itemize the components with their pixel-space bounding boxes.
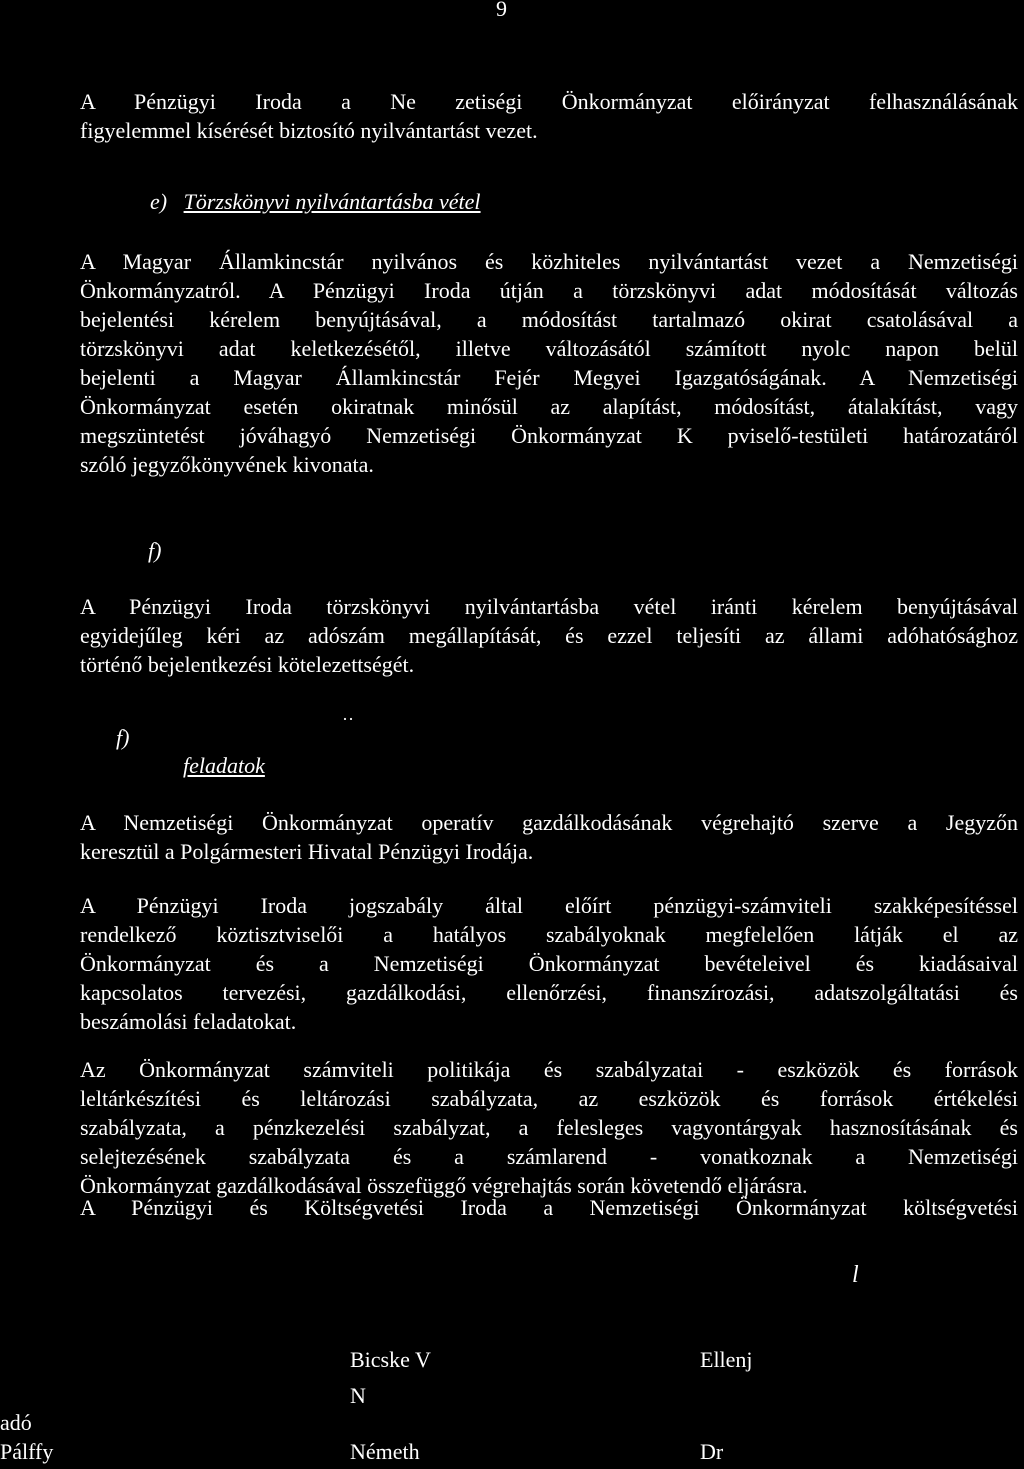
signature-col3-name: Dr — [700, 1439, 724, 1464]
paragraph-2-line-5: bejelenti a Magyar Államkincstár Fejér Megyei Igazgatóságának. A Nemzetiségi — [80, 365, 1018, 390]
signature-col2-name: Németh — [350, 1439, 420, 1464]
signature-left-line1: adó — [0, 1410, 32, 1435]
paragraph-5-line-2: rendelkező köztisztviselői a hatályos szabályoknak megfelelően látják el az — [80, 922, 1018, 947]
paragraph-2-line-7: megszüntetést jóváhagyó Nemzetiségi Önkormányzat K pviselő-testületi határozatáról — [80, 423, 1018, 448]
paragraph-2-line-3: bejelentési kérelem benyújtásával, a módosítást tartalmazó okirat csatolásával a — [80, 307, 1018, 332]
paragraph-7 — [80, 1193, 1018, 1222]
section-heading-e — [150, 187, 481, 216]
section-heading-f-2-prefix: f) — [116, 725, 130, 750]
section-heading-e-prefix: e) — [150, 189, 168, 214]
paragraph-1-line-1: A Pénzügyi Iroda a Ne zetiségi Önkormányzat előirányzat felhasználásának — [80, 89, 1018, 114]
paragraph-6 — [80, 1055, 1018, 1200]
paragraph-6-line-4: selejtezésének szabályzata és a számlarend - vonatkoznak a Nemzetiségi — [80, 1144, 1018, 1169]
section-heading-e-title: Törzskönyvi nyilvántartásba vétel — [183, 189, 481, 214]
paragraph-5-line-4: kapcsolatos tervezési, gazdálkodási, ellenőrzési, finanszírozási, adatszolgáltatási és — [80, 980, 1018, 1005]
signature-col2-line1: Bicske V — [350, 1347, 431, 1372]
paragraph-4-line-1: A Nemzetiségi Önkormányzat operatív gazdálkodásának végrehajtó szerve a Jegyzőn — [80, 810, 1018, 835]
paragraph-6-line-1: Az Önkormányzat számviteli politikája és szabályzatai - eszközök és források — [80, 1057, 1018, 1082]
section-heading-f-1-prefix: f) — [148, 538, 162, 563]
paragraph-6-line-2: leltárkészítési és leltározási szabályzata, az eszközök és források értékelési — [80, 1086, 1018, 1111]
paragraph-2 — [80, 247, 1018, 479]
paragraph-3 — [80, 592, 1018, 679]
paragraph-2-line-8: szóló jegyzőkönyvének kivonata. — [80, 452, 374, 477]
signature-col2-line2: N — [350, 1383, 366, 1408]
paragraph-3-line-1: A Pénzügyi Iroda törzskönyvi nyilvántartásba vétel iránti kérelem benyújtásával — [80, 594, 1018, 619]
paragraph-1 — [80, 87, 1018, 145]
paragraph-5 — [80, 891, 1018, 1036]
stray-dots: ·· — [342, 709, 354, 729]
paragraph-6-line-5: Önkormányzat gazdálkodásával összefüggő végrehajtás során követendő eljárásra. — [80, 1173, 808, 1198]
paragraph-2-line-4: törzskönyvi adat keletkezésétől, illetve változásától számított nyolc napon belül — [80, 336, 1018, 361]
paragraph-1-line-2: figyelemmel kísérését biztosító nyilvántartást vezet. — [80, 118, 538, 143]
paragraph-5-line-5: beszámolási feladatokat. — [80, 1009, 297, 1034]
signature-col3-line1: Ellenj — [700, 1347, 753, 1372]
paragraph-4-line-2: keresztül a Polgármesteri Hivatal Pénzügyi Irodája. — [80, 839, 534, 864]
paragraph-7-line-1: A Pénzügyi és Költségvetési Iroda a Nemzetiségi Önkormányzat költségvetési — [80, 1195, 1018, 1220]
page-number: 9 — [496, 0, 507, 21]
handwritten-mark: l — [852, 1262, 859, 1288]
paragraph-2-line-6: Önkormányzat esetén okiratnak minősül az alapítást, módosítást, átalakítást, vagy — [80, 394, 1018, 419]
paragraph-5-line-1: A Pénzügyi Iroda jogszabály által előírt pénzügyi-számviteli szakképesítéssel — [80, 893, 1018, 918]
paragraph-2-line-2: Önkormányzatról. A Pénzügyi Iroda útján a törzskönyvi adat módosítását változás — [80, 278, 1018, 303]
paragraph-6-line-3: szabályzata, a pénzkezelési szabályzat, a felesleges vagyontárgyak hasznosításának és — [80, 1115, 1018, 1140]
paragraph-3-line-3: történő bejelentkezési kötelezettségét. — [80, 652, 415, 677]
paragraph-5-line-3: Önkormányzat és a Nemzetiségi Önkormányzat bevételeivel és kiadásaival — [80, 951, 1018, 976]
signature-left-line2: Pálffy — [0, 1439, 54, 1464]
paragraph-2-line-1: A Magyar Államkincstár nyilvános és közhiteles nyilvántartást vezet a Nemzetiségi — [80, 249, 1018, 274]
section-heading-f-1 — [148, 536, 161, 565]
paragraph-3-line-2: egyidejűleg kéri az adószám megállapítását, és ezzel teljesíti az állami adóhatósághoz — [80, 623, 1018, 648]
section-heading-f-2-title: feladatok — [183, 753, 265, 778]
paragraph-4 — [80, 808, 1018, 866]
